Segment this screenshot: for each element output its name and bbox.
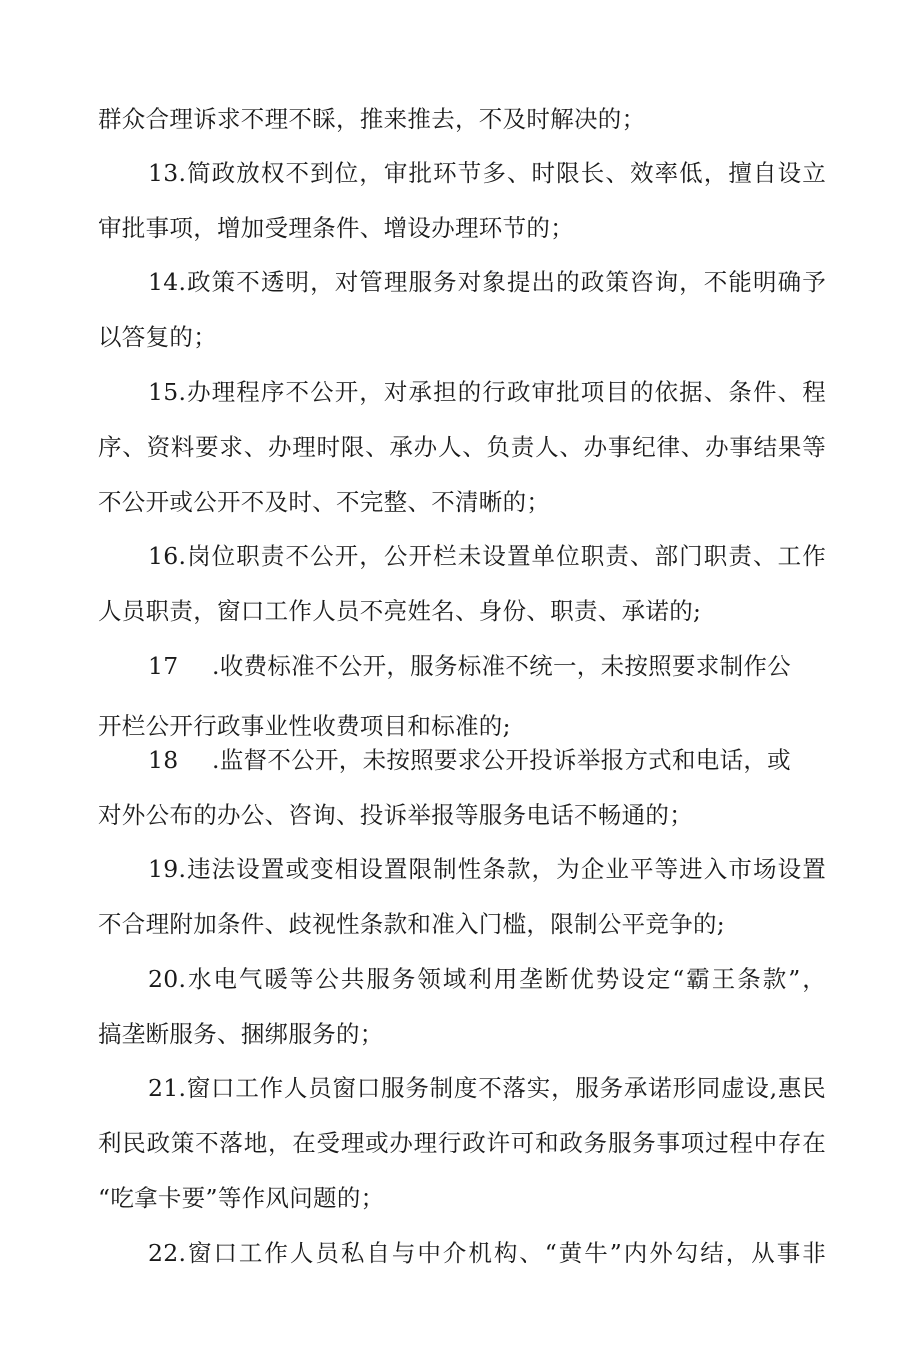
item-18-line-1: .监督不公开，未按照要求公开投诉举报方式和电话，或 xyxy=(212,746,791,774)
item-16-line-1: 16.岗位职责不公开，公开栏未设置单位职责、部门职责、工作 xyxy=(148,542,826,570)
item-22-line-1: 22.窗口工作人员私自与中介机构、“黄牛”内外勾结，从事非 xyxy=(148,1239,826,1267)
item-16-line-2: 人员职责，窗口工作人员不亮姓名、身份、职责、承诺的; xyxy=(98,597,702,625)
item-18-number: 18 xyxy=(148,746,179,774)
item-13-line-2: 审批事项，增加受理条件、增设办理环节的； xyxy=(98,214,574,242)
item-21-line-3: “吃拿卡要”等作风问题的； xyxy=(98,1184,385,1212)
item-17-line-2: 开栏公开行政事业性收费项目和标准的; xyxy=(98,712,511,740)
item-18-line-2: 对外公布的办公、咨询、投诉举报等服务电话不畅通的； xyxy=(98,801,693,829)
item-20-line-1: 20.水电气暖等公共服务领域利用垄断优势设定“霸王条款”， xyxy=(148,965,826,993)
text-line-1: 群众合理诉求不理不睬，推来推去，不及时解决的； xyxy=(98,105,646,133)
item-19-line-1: 19.违法设置或变相设置限制性条款，为企业平等进入市场设置 xyxy=(148,855,826,883)
item-19-line-2: 不合理附加条件、歧视性条款和准入门槛，限制公平竞争的; xyxy=(98,910,726,938)
item-15-line-1: 15.办理程序不公开，对承担的行政审批项目的依据、条件、程 xyxy=(148,378,826,406)
item-17-line-1: .收费标准不公开，服务标准不统一，未按照要求制作公 xyxy=(212,652,791,680)
item-14-line-1: 14.政策不透明，对管理服务对象提出的政策咨询，不能明确予 xyxy=(148,268,826,296)
item-15-line-2: 序、资料要求、办理时限、承办人、负责人、办事纪律、办事结果等 xyxy=(98,433,826,461)
item-21-line-1: 21.窗口工作人员窗口服务制度不落实，服务承诺形同虚设,惠民 xyxy=(148,1074,826,1102)
item-15-line-3: 不公开或公开不及时、不完整、不清晰的； xyxy=(98,488,551,516)
item-21-line-2: 利民政策不落地，在受理或办理行政许可和政务服务事项过程中存在 xyxy=(98,1129,826,1157)
item-20-line-2: 搞垄断服务、捆绑服务的； xyxy=(98,1020,384,1048)
item-14-line-2: 以答复的； xyxy=(98,323,217,351)
item-17-number: 17 xyxy=(148,652,179,680)
item-13-line-1: 13.简政放权不到位，审批环节多、时限长、效率低，擅自设立 xyxy=(148,159,826,187)
